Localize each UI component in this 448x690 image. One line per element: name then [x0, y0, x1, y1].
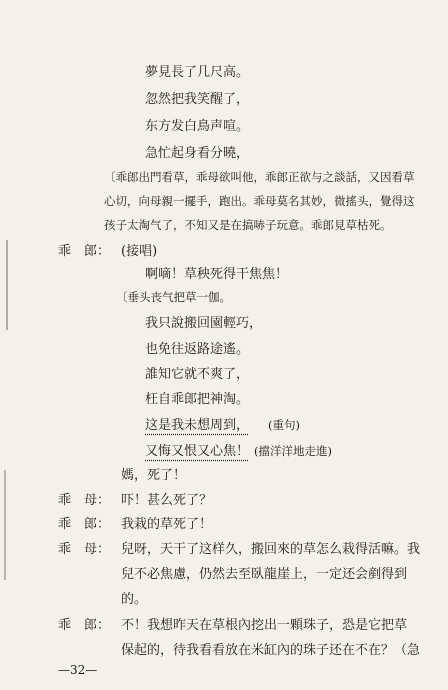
- speaker-label: 乖 郎：: [58, 517, 111, 532]
- stage-direction-line: 〔乖郎出門看草，乖母欲叫他，乖郎正欲与之談話，又因看草: [104, 170, 415, 184]
- stage-direction-line: 心切，向母親一擺手，跑出。乖母莫名其妙，微搖头，覺得这: [104, 194, 415, 208]
- verse-line: 啊嘀！草秧死得干焦焦！: [145, 267, 289, 282]
- speech-line: (接唱): [121, 244, 158, 259]
- verse-line: 我只說搬回園輕巧，: [145, 316, 263, 331]
- verse-line: 媽，死了！: [121, 468, 187, 483]
- speech-line: 兒不必焦慮，仍然去至臥龍崖上，一定还会剷得到: [121, 567, 408, 582]
- verse-line: 忽然把我笑醒了，: [145, 92, 250, 107]
- emphasized-verse-line: 这是我未想周到，: [145, 418, 250, 433]
- stage-note: (重句): [268, 418, 300, 432]
- speech-line: 吓！甚么死了？: [121, 493, 213, 508]
- speech-line: 不！我想昨天在草根內挖出一顆珠子，恐是它把草: [121, 618, 408, 633]
- scan-margin-mark: [4, 470, 6, 580]
- scan-margin-mark: [6, 240, 8, 330]
- emphasized-verse-line: 又悔又恨又心焦！: [145, 444, 250, 459]
- verse-line: 誰知它就不爽了，: [145, 367, 250, 382]
- verse-line: 急忙起身看分曉，: [145, 146, 250, 161]
- speech-line: 我栽的草死了！: [121, 517, 213, 532]
- speaker-label: 乖 母：: [58, 493, 111, 508]
- speaker-label: 乖 母：: [58, 542, 111, 557]
- stage-note: (擋洋洋地走進): [254, 444, 332, 458]
- verse-line: 也免往返路途遙。: [145, 342, 250, 357]
- speaker-label: 乖 郎：: [58, 244, 111, 259]
- page-number: —32—: [58, 663, 98, 677]
- speech-line: 兒呀，天干了这样久，搬回來的草怎么栽得活嘛。我: [121, 542, 421, 557]
- verse-line: 夢見長了几尺高。: [145, 65, 250, 80]
- stage-direction-line: 孩子太淘气了，不知又是在搞哧子玩意。乖郎見草枯死。: [104, 218, 392, 232]
- verse-line: 东方发白鳥声喧。: [145, 119, 250, 134]
- speaker-label: 乖 郎：: [58, 618, 111, 633]
- stage-direction-line: 〔垂头丧气把草一伽。: [116, 290, 231, 304]
- speech-line: 保起的，待我看看放在米缸內的珠子还在不在？（急: [121, 643, 421, 658]
- speech-line: 的。: [121, 592, 148, 607]
- verse-line: 枉自乖郎把神淘。: [145, 392, 250, 407]
